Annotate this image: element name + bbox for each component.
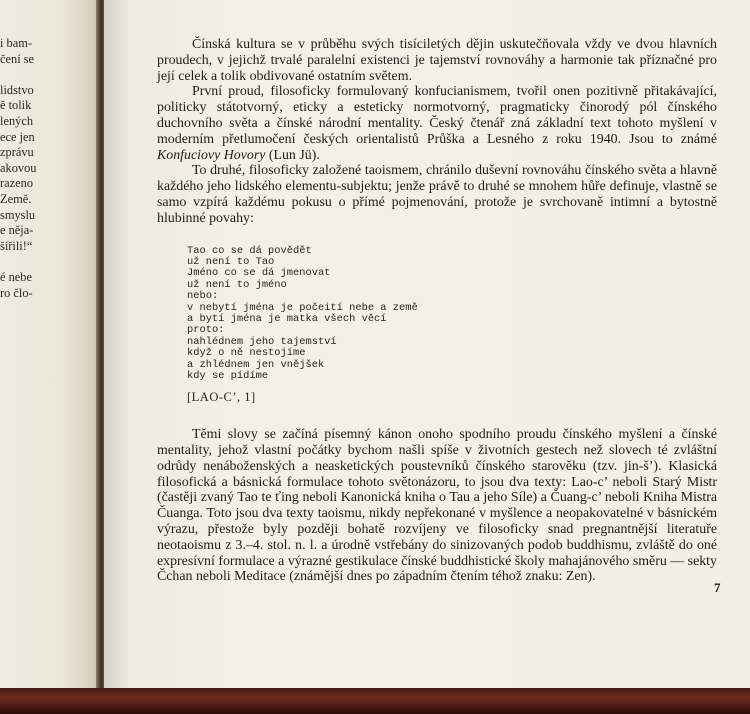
quote-line: a zhlédnem jen vnějšek	[187, 358, 325, 371]
quote-line: a bytí jména je matka všech věcí	[187, 313, 387, 325]
quote-line: nahlédnem jeho tajemství	[187, 335, 337, 348]
page-body-text	[157, 37, 717, 585]
left-fragment: šířili!“	[0, 238, 33, 253]
left-fragment: Země.	[0, 191, 32, 206]
left-fragment: ro člo-	[0, 285, 33, 300]
paragraph-2-text-a: První proud, filosoficky formulovaný konfucianismem, tvořil onen pozitivně přitakávající, politicky státotvorný, eticky a esteticky normotvorný, pragmaticky činorodý pól čínského duchovního světa a čínské národní mentality. Český čtenář zná základní text tohoto myšlení v moderním přetlumočení českých orientalistů Průška a Lesného z roku 1940. Jsou to známé	[157, 84, 717, 147]
paragraph-2	[157, 84, 717, 163]
left-fragment: čení se	[0, 51, 35, 66]
left-page	[0, 0, 104, 690]
left-fragment-gap	[0, 67, 96, 83]
quote-reference: [LAO-C’, 1]	[187, 390, 256, 405]
left-page-text-fragments	[0, 36, 96, 301]
quote-line: kdy se pídíme	[187, 370, 269, 383]
left-fragment: é nebe	[0, 269, 32, 284]
quote-line: proto:	[187, 324, 225, 337]
left-fragment: lených	[0, 113, 34, 128]
lao-c-quote	[187, 246, 717, 383]
left-fragment: smyslu	[0, 207, 36, 222]
left-fragment: ece jen	[0, 129, 35, 144]
quote-line: v nebytí jména je počeití nebe a země	[187, 301, 418, 314]
left-fragment: zprávu	[0, 145, 34, 160]
paragraph-3: To druhé, filosoficky založené taoismem, chránilo duševní rovnováhu čínského světa a hlavně každého jeho lidského elementu-subjektu; jenže právě to druhé se mnohem hůře definuje, vlastně se samo vzpírá každému pokusu o přímé pojmenování, protože je svrchovaně intimní a bytostně hlubinné povahy:	[157, 163, 717, 226]
left-fragment: e něja-	[0, 223, 34, 238]
quote-line: už není to jméno	[187, 278, 287, 291]
book-cover-edge	[0, 688, 750, 714]
paragraph-1: Čínská kultura se v průběhu svých tisíciletých dějin uskutečňovala vždy ve dvou hlavních proudech, v jejichž trvalé paralelní existenci je tajemství rovnováhy a harmonie tak příznačné pro její celek a tolik obdivované ostatním světem.	[157, 37, 717, 84]
quote-line: když o ně nestojíme	[187, 347, 306, 360]
paragraph-2-text-b: (Lun Jü).	[265, 147, 320, 163]
left-fragment: ě tolik	[0, 98, 32, 113]
left-fragment: i bam-	[0, 36, 32, 50]
page-number: 7	[714, 580, 721, 595]
right-page	[104, 0, 750, 696]
left-fragment-gap	[0, 254, 96, 270]
paragraph-4: Těmi slovy se začíná písemný kánon onoho spodního proudu čínského myšlení a čínské mentality, jehož vlastní počátky bychom našli spíše v životních gestech než slovech té zvláštní odrůdy nenáboženských a neasketických poustevníků čínského starověku (tzv. jin-š’). Klasická filosofická a básnická formulace tohoto světonázoru, to jsou dva texty: Lao-c’ neboli Starý Mistr (častěji zvaný Tao te ťing neboli Kanonická kniha o Tau a jeho Síle) a Čuang-c’ neboli Kniha Mistra Čuanga. Toto jsou dva texty taoismu, nikdy nepřekonané v myšlence a neopakovatelné v básnickém výrazu, přestože byly později bohatě rozvíjeny ve filosoficky snad pregnantnější literatuře neotaoismu z 3.–4. stol. n. l. a úrodně vstřebány do sinizovaných podob buddhismu, zvláště do oné expresívní formulace a výrazné gestikulace čínské buddhistické školy mahajánového směru — sekty Čchan neboli Meditace (známější dnes po západním čtením téhož znaku: Zen).	[157, 427, 717, 585]
quote-line: Jméno co se dá jmenovat	[187, 267, 331, 280]
left-fragment: akovou	[0, 160, 37, 175]
left-fragment: razeno	[0, 176, 34, 191]
left-fragment: lidstvo	[0, 82, 34, 97]
quote-line: už není to Tao	[187, 255, 275, 268]
quote-line: nebo:	[187, 290, 219, 303]
book-title-konfuciovy-hovory: Konfuciovy Hovory	[157, 147, 266, 163]
quote-line: Tao co se dá povědět	[187, 244, 312, 257]
